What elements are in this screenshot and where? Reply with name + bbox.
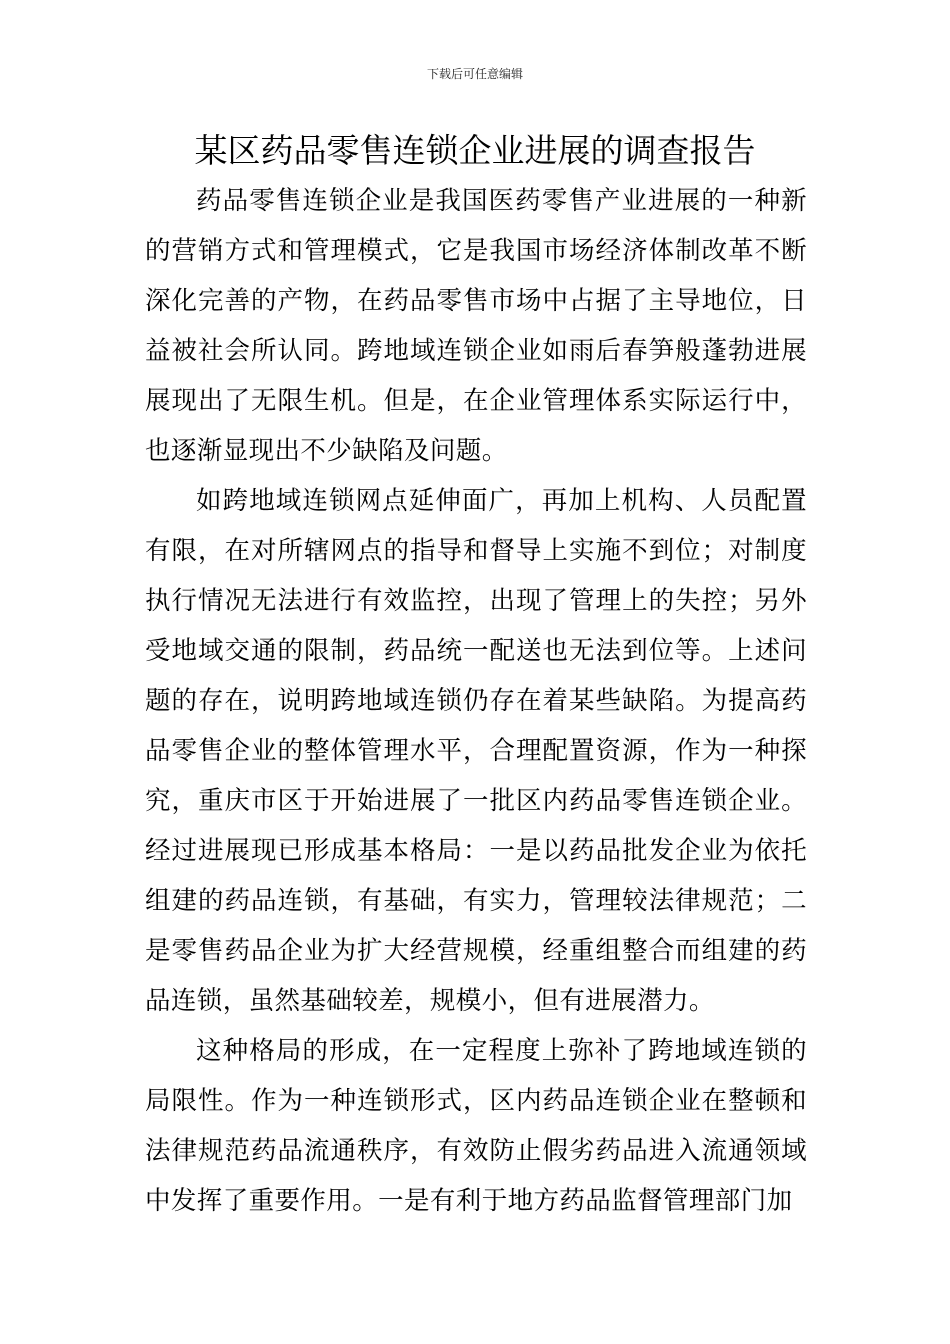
paragraph-1: 药品零售连锁企业是我国医药零售产业进展的一种新的营销方式和管理模式，它是我国市场经济体制改革不断深化完善的产物，在药品零售市场中占据了主导地位，日益被社会所认同。跨地域连锁企业如雨后春笋般蓬勃进展展现出了无限生机。但是，在企业管理体系实际运行中，也逐渐显现出不少缺陷及问题。 [145, 186, 807, 466]
document-body [145, 176, 807, 1226]
paragraph-3: 这种格局的形成，在一定程度上弥补了跨地域连锁的局限性。作为一种连锁形式，区内药品连锁企业在整顿和法律规范药品流通秩序，有效防止假劣药品进入流通领域中发挥了重要作用。一是有利于地方药品监督管理部门加 [145, 1036, 807, 1216]
header-note: 下载后可任意编辑 [426, 67, 523, 81]
paragraph-2: 如跨地域连锁网点延伸面广，再加上机构、人员配置有限，在对所辖网点的指导和督导上实施不到位；对制度执行情况无法进行有效监控，出现了管理上的失控；另外受地域交通的限制，药品统一配送也无法到位等。上述问题的存在，说明跨地域连锁仍存在着某些缺陷。为提高药品零售企业的整体管理水平，合理配置资源，作为一种探究，重庆市区于开始进展了一批区内药品零售连锁企业。经过进展现已形成基本格局：一是以药品批发企业为依托组建的药品连锁，有基础，有实力，管理较法律规范；二是零售药品企业为扩大经营规模，经重组整合而组建的药品连锁，虽然基础较差，规模小，但有进展潜力。 [145, 486, 807, 1016]
document-title: 某区药品零售连锁企业进展的调查报告 [194, 131, 756, 170]
